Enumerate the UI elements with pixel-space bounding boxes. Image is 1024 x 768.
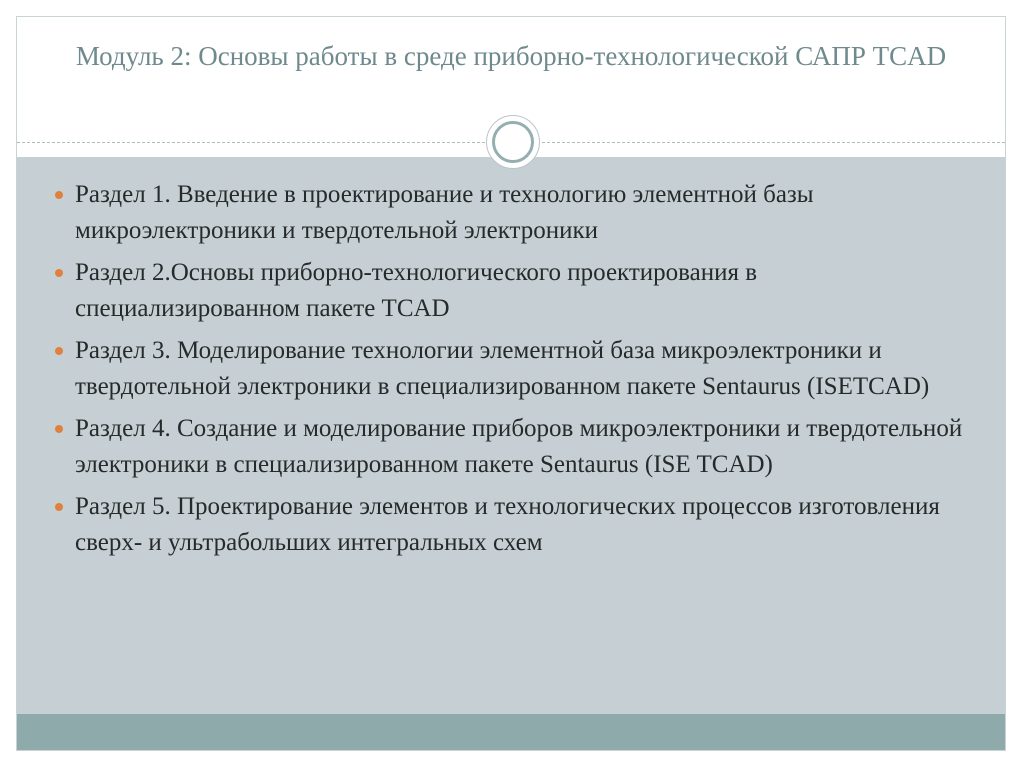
double-circle-ornament-icon	[486, 115, 540, 169]
bullet-dot-icon	[55, 269, 63, 277]
bullet-text: Раздел 5. Проектирование элементов и технологических процессов изготовления сверх- и ультрабольших интегральных схем	[75, 493, 940, 556]
list-item	[55, 489, 975, 561]
ornament-ring	[492, 121, 534, 163]
bullet-text: Раздел 3. Моделирование технологии элементной база микроэлектроники и твердотельной электроники в специализированном пакете Sentaurus (ISETCAD)	[75, 337, 930, 400]
bullet-text: Раздел 1. Введение в проектирование и технологию элементной базы микроэлектроники и твердотельной электроники	[75, 181, 814, 244]
list-item	[55, 411, 975, 483]
bullet-dot-icon	[55, 191, 63, 199]
bullet-text: Раздел 4. Создание и моделирование приборов микроэлектроники и твердотельной электроники в специализированном пакете Sentaurus (ISE TCAD)	[75, 415, 963, 478]
list-item	[55, 177, 975, 249]
bullet-dot-icon	[55, 347, 63, 355]
list-item	[55, 255, 975, 327]
slide	[16, 16, 1006, 751]
bullet-dot-icon	[55, 425, 63, 433]
bullet-text: Раздел 2.Основы приборно-технологического проектирования в специализированном пакете TCAD	[75, 259, 758, 322]
list-item	[55, 333, 975, 405]
bullet-dot-icon	[55, 503, 63, 511]
footer-band	[17, 714, 1005, 751]
slide-title: Модуль 2: Основы работы в среде приборно-технологической САПР TCAD	[75, 41, 947, 71]
bullet-list	[55, 177, 975, 567]
